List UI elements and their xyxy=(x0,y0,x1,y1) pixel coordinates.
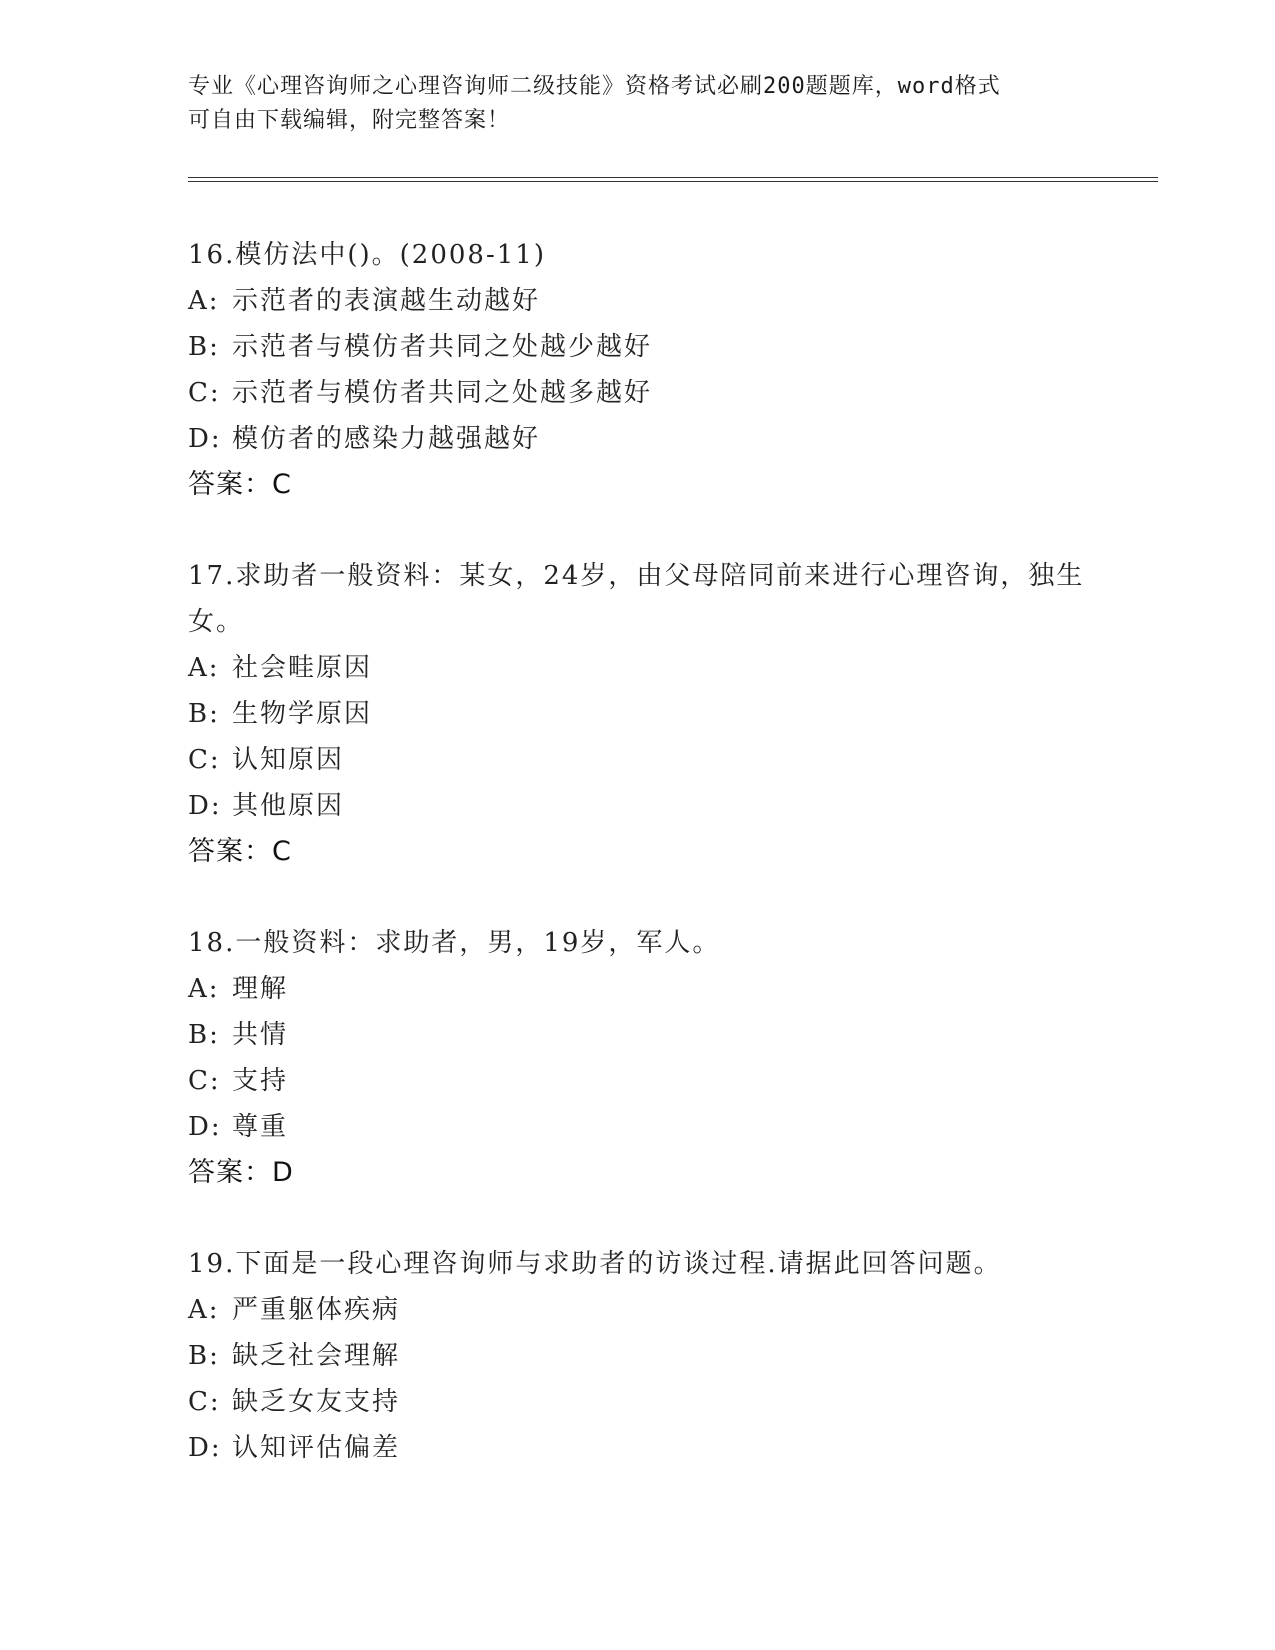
option-letter: B: xyxy=(188,1341,220,1371)
option-b xyxy=(188,324,1088,370)
option-letter: C: xyxy=(188,1387,221,1417)
option-b xyxy=(188,1012,1088,1058)
option-text: 缺乏社会理解 xyxy=(232,1341,401,1371)
option-text: 模仿者的感染力越强越好 xyxy=(232,424,541,454)
question-title: 19.下面是一段心理咨询师与求助者的访谈过程.请据此回答问题。 xyxy=(188,1249,1002,1279)
option-letter: D: xyxy=(188,1112,222,1142)
question-16 xyxy=(188,232,1088,508)
option-text: 严重躯体疾病 xyxy=(232,1295,401,1325)
question-title: 18.一般资料：求助者，男，19岁，军人。 xyxy=(188,928,721,958)
option-text: 社会畦原因 xyxy=(232,653,373,683)
option-a xyxy=(188,645,1088,691)
option-text: 理解 xyxy=(232,974,289,1004)
option-text: 生物学原因 xyxy=(232,699,373,729)
option-letter: C: xyxy=(188,378,221,408)
option-letter: C: xyxy=(188,1066,221,1096)
option-text: 认知评估偏差 xyxy=(232,1433,401,1463)
option-text: 缺乏女友支持 xyxy=(232,1387,401,1417)
option-text: 示范者与模仿者共同之处越少越好 xyxy=(232,332,653,362)
option-text: 认知原因 xyxy=(232,745,345,775)
question-18 xyxy=(188,920,1088,1196)
question-title: 16.模仿法中()。(2008-11) xyxy=(188,240,546,270)
answer: 答案：D xyxy=(188,1157,294,1188)
option-letter: A: xyxy=(188,974,220,1004)
option-text: 共情 xyxy=(232,1020,289,1050)
option-letter: B: xyxy=(188,332,220,362)
option-text: 支持 xyxy=(232,1066,289,1096)
option-letter: D: xyxy=(188,424,222,454)
option-c xyxy=(188,1379,1088,1425)
option-text: 示范者的表演越生动越好 xyxy=(232,286,541,316)
option-a xyxy=(188,966,1088,1012)
question-19 xyxy=(188,1241,1088,1471)
option-letter: D: xyxy=(188,791,222,821)
header-line-2: 可自由下载编辑，附完整答案！ xyxy=(188,108,511,133)
question-17 xyxy=(188,553,1088,875)
header-divider xyxy=(188,177,1158,182)
option-letter: A: xyxy=(188,653,220,683)
option-letter: A: xyxy=(188,286,220,316)
option-letter: C: xyxy=(188,745,221,775)
option-letter: B: xyxy=(188,699,220,729)
option-text: 其他原因 xyxy=(232,791,345,821)
header-line-1: 专业《心理咨询师之心理咨询师二级技能》资格考试必刷200题题库，word格式 xyxy=(188,74,1001,99)
option-d xyxy=(188,1425,1088,1471)
option-text: 尊重 xyxy=(232,1112,289,1142)
option-text: 示范者与模仿者共同之处越多越好 xyxy=(232,378,653,408)
option-letter: D: xyxy=(188,1433,222,1463)
option-c xyxy=(188,370,1088,416)
option-a xyxy=(188,1287,1088,1333)
option-d xyxy=(188,416,1088,462)
option-a xyxy=(188,278,1088,324)
option-d xyxy=(188,783,1088,829)
option-c xyxy=(188,737,1088,783)
option-c xyxy=(188,1058,1088,1104)
option-letter: B: xyxy=(188,1020,220,1050)
answer: 答案：C xyxy=(188,836,292,867)
option-b xyxy=(188,691,1088,737)
answer: 答案：C xyxy=(188,469,292,500)
question-list xyxy=(188,232,1088,1516)
page-header xyxy=(188,70,1088,138)
option-d xyxy=(188,1104,1088,1150)
option-letter: A: xyxy=(188,1295,220,1325)
question-title: 17.求助者一般资料：某女，24岁，由父母陪同前来进行心理咨询，独生女。 xyxy=(188,561,1085,637)
option-b xyxy=(188,1333,1088,1379)
